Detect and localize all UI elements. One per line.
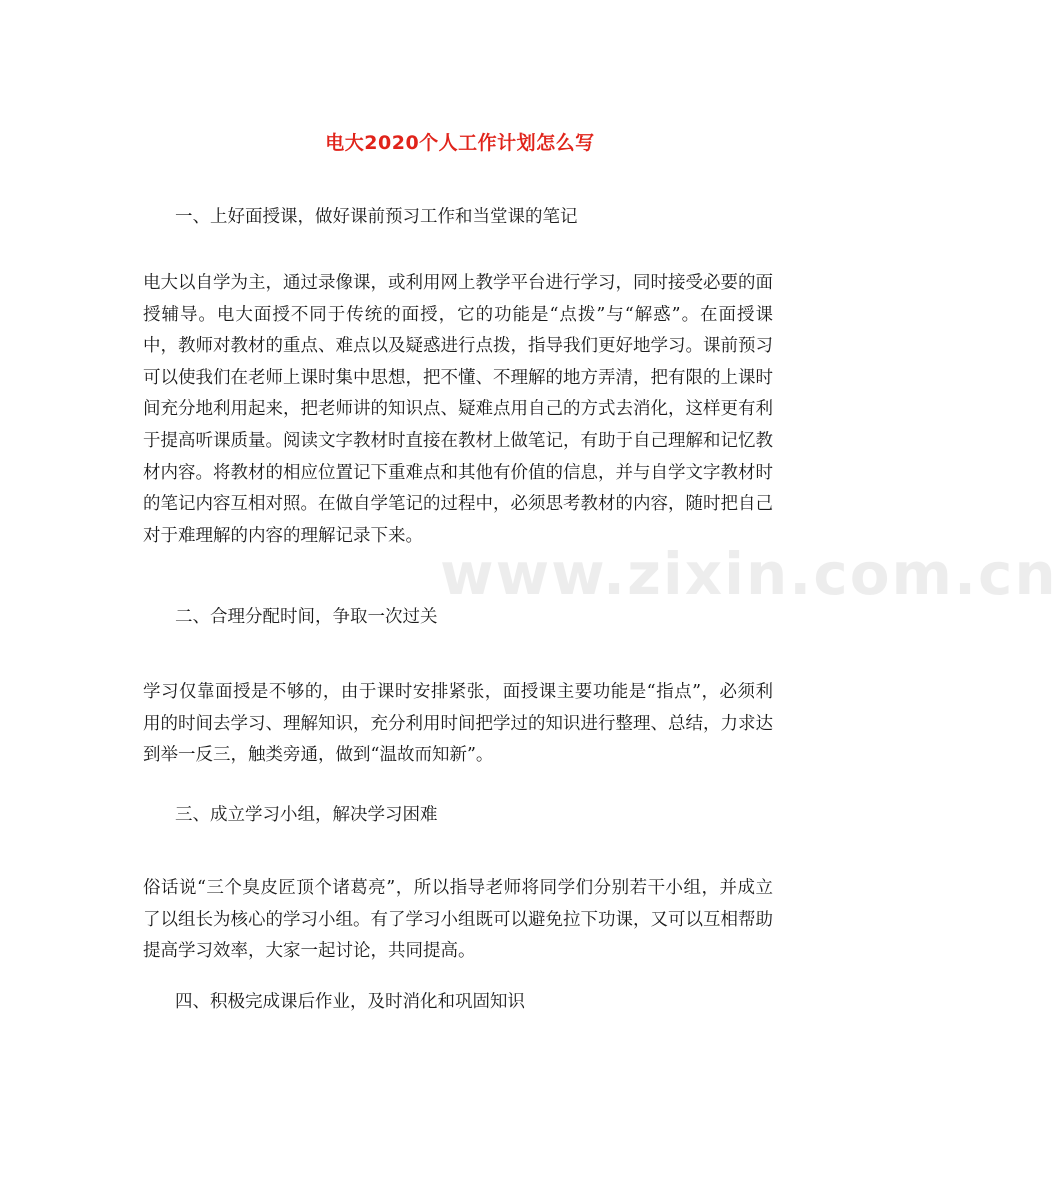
watermark: www.zixin.com.cn	[440, 540, 1058, 608]
document-title: 电大2020个人工作计划怎么写	[325, 132, 595, 154]
section-heading-3: 三、成立学习小组，解决学习困难	[175, 805, 438, 825]
section-heading-1: 一、上好面授课，做好课前预习工作和当堂课的笔记	[175, 207, 578, 227]
section-body-3: 俗话说“三个臭皮匠顶个诸葛亮”，所以指导老师将同学们分别若干小组，并成立了以组长为核心的学习小组。有了学习小组既可以避免拉下功课，又可以互相帮助提高学习效率，大家一起讨论，共同提高。	[143, 878, 773, 962]
section-heading-2: 二、合理分配时间，争取一次过关	[175, 607, 438, 627]
section-heading-4: 四、积极完成课后作业，及时消化和巩固知识	[175, 992, 525, 1012]
section-body-1: 电大以自学为主，通过录像课，或利用网上教学平台进行学习，同时接受必要的面授辅导。电大面授不同于传统的面授，它的功能是“点拨”与“解惑”。在面授课中，教师对教材的重点、难点以及疑惑进行点拨，指导我们更好地学习。课前预习可以使我们在老师上课时集中思想，把不懂、不理解的地方弄清，把有限的上课时间充分地利用起来，把老师讲的知识点、疑难点用自己的方式去消化，这样更有利于提高听课质量。阅读文字教材时直接在教材上做笔记，有助于自己理解和记忆教材内容。将教材的相应位置记下重难点和其他有价值的信息，并与自学文字教材时的笔记内容互相对照。在做自学笔记的过程中，必须思考教材的内容，随时把自己对于难理解的内容的理解记录下来。	[143, 273, 773, 546]
section-body-2: 学习仅靠面授是不够的，由于课时安排紧张，面授课主要功能是“指点”，必须利用的时间去学习、理解知识，充分利用时间把学过的知识进行整理、总结，力求达到举一反三，触类旁通，做到“温故而知新”。	[143, 682, 773, 766]
